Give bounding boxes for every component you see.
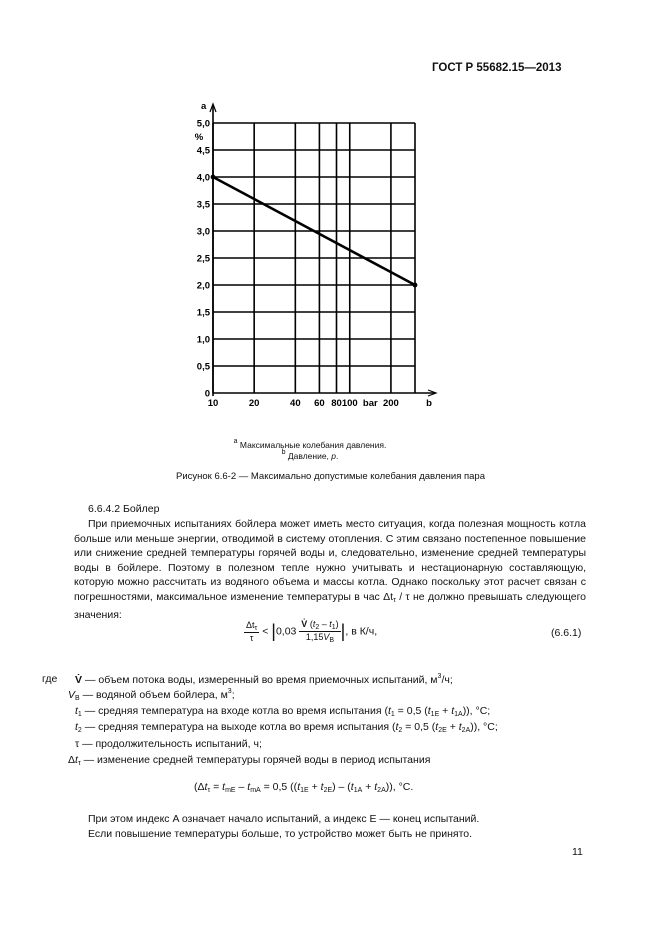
figure-footnote-a: $^a$ Максимальные колебания давления. — [233, 438, 387, 450]
closing-line-2: Если повышение температуры больше, то устройство может быть не принято. — [88, 828, 473, 840]
x-axis-unit: bar — [362, 398, 378, 409]
x-tick-label-2: 40 — [290, 398, 301, 409]
footnote-b-text: Давление, — [287, 451, 332, 461]
y-axis-marker: a — [201, 101, 207, 112]
y-tick-label-4: 2,0 — [196, 280, 210, 292]
footnote-a-text: Максимальные колебания давления. — [239, 440, 387, 450]
def-t1-formula: = 0,5 ( — [394, 705, 428, 717]
def-t2-text: — средняя температура на выходе котла во время испытания ( — [84, 721, 396, 733]
y-tick-label-10: 5,0 — [196, 118, 210, 130]
equation-dt: ($\Delta t_\tau = t_{mE} - t_{mA} = 0,5$ $((t_{1E} + t_{2E}) - (t_{1A} + t_{2A}))$, °С. — [194, 781, 414, 794]
y-tick-label-8: 4,0 — [196, 172, 210, 184]
x-axis-marker: b — [426, 398, 432, 409]
footnote-b-var: p — [331, 451, 337, 461]
document-header: ГОСТ Р 55682.15—2013 — [432, 62, 562, 74]
def-v-text: — объем потока воды, измеренный во время приемочных испытаний, м — [84, 674, 438, 686]
x-tick-label-4: 80 — [331, 398, 342, 409]
y-tick-label-5: 2,5 — [196, 253, 210, 265]
x-tick-label-6: 200 — [382, 398, 399, 409]
definition-t1: $t_1$ — средняя температура на входе котла во время испытания ($t_1 = 0,5$ $(t_{1E} + t_{1A})$), °С; — [75, 705, 491, 718]
eq-den-coef: 1,15 — [305, 632, 324, 642]
eq-unit: , в К/ч, — [345, 625, 378, 638]
page-number: 11 — [572, 846, 583, 858]
y-tick-label-7: 3,5 — [196, 199, 210, 211]
definition-dt: $\Delta t_\tau$ — изменение средней температуры горячей воды в период испытания — [68, 754, 431, 767]
section-heading: 6.6.4.2 Бойлер — [88, 503, 160, 515]
where-label: где — [42, 673, 58, 685]
def-v-tail: /ч; — [441, 674, 453, 686]
x-tick-label-1: 20 — [248, 398, 260, 409]
equation-6-6-1: $\frac{\Delta t_\tau}{\tau}$ < |0,03 $\frac{V̇ (t_2 - t_1)}{1,15V_B}$ |, в К/ч, — [246, 619, 378, 644]
y-tick-label-9: 4,5 — [196, 145, 210, 157]
paragraph-1-text: При приемочных испытаниях бойлера может иметь место ситуация, когда полезная мощность котла больше или меньше энергии, отводимой в систему отопления. С этим связано постепенное повышение или снижение средней температуры горячей воды и, следовательно, изменение средней температуры воды в бойлере. Поэтому в полезном тепле нужно учитывать и нестационарную составляющую, которую можно рассчитать из водяного объема и массы котла. Однако поскольку этот расчет связан с погрешностями, максимальное изменение температуры в час Δt — [74, 518, 586, 603]
series-point-0-0 — [211, 175, 216, 180]
x-tick-label-3: 60 — [314, 398, 325, 409]
def-t1-text: — средняя температура на входе котла во время испытания ( — [84, 705, 388, 717]
y-axis-unit: % — [194, 132, 204, 143]
x-tick-label-5: 100 — [341, 398, 358, 409]
def-tau-text: — продолжительность испытаний, ч; — [82, 738, 262, 750]
paragraph-1-tail: не должно превышать следующего значения: — [74, 590, 587, 621]
definition-t2: $t_2$ — средняя температура на выходе котла во время испытания ($t_2 = 0,5$ $(t_{2E} + t_{2A})$), °С; — [75, 721, 498, 734]
figure-footnote-b: $^b$ Давление, p. — [281, 449, 339, 461]
definition-vb: $V_B$ — водяной объем бойлера, $м^3$; — [68, 688, 235, 702]
series-point-0-1 — [413, 283, 418, 288]
footnote-b-end: . — [336, 451, 339, 461]
closing-line-1: При этом индекс A означает начало испытаний, а индекс E — конец испытаний. — [88, 813, 480, 825]
y-tick-label-0: 0 — [204, 388, 210, 400]
x-tick-label-0: 10 — [207, 398, 219, 409]
definition-tau: τ — продолжительность испытаний, ч; — [75, 738, 262, 750]
eq2-unit: °С. — [398, 781, 414, 793]
paragraph-1: При приемочных испытаниях бойлера может иметь место ситуация, когда полезная мощность котла больше или меньше энергии, отводимой в систему отопления. С этим связано постепенное повышение или снижение средней температуры горячей воды и, следовательно, изменение средней температуры воды в бойлере. Поэтому в полезном тепле нужно учитывать и нестационарную составляющую, которую можно рассчитать из водяного объема и массы котла. Однако поскольку этот расчет связан с погрешностями, максимальное изменение температуры в час $\Delta t_\tau$ / τ не должно превышать следующего значения: — [74, 518, 587, 621]
y-tick-label-2: 1,0 — [196, 334, 210, 346]
def-vb-text: — водяной объем бойлера, м — [82, 689, 228, 701]
eq-coef: 0,03 — [275, 625, 297, 638]
def-dt-text: — изменение средней температуры горячей воды в период испытания — [83, 754, 431, 766]
y-tick-label-3: 1,5 — [196, 307, 210, 319]
figure-caption: Рисунок 6.6-2 — Максимально допустимые колебания давления пара — [175, 471, 486, 482]
y-tick-label-6: 3,0 — [196, 226, 210, 238]
equation-number: (6.6.1) — [551, 627, 582, 639]
definition-v: V̇ — объем потока воды, измеренный во время приемочных испытаний, $м^3/ч$; — [75, 673, 453, 686]
y-tick-label-1: 0,5 — [196, 361, 210, 373]
pressure-chart — [188, 96, 438, 426]
eq2-mid: = 0,5 (( — [260, 781, 298, 793]
